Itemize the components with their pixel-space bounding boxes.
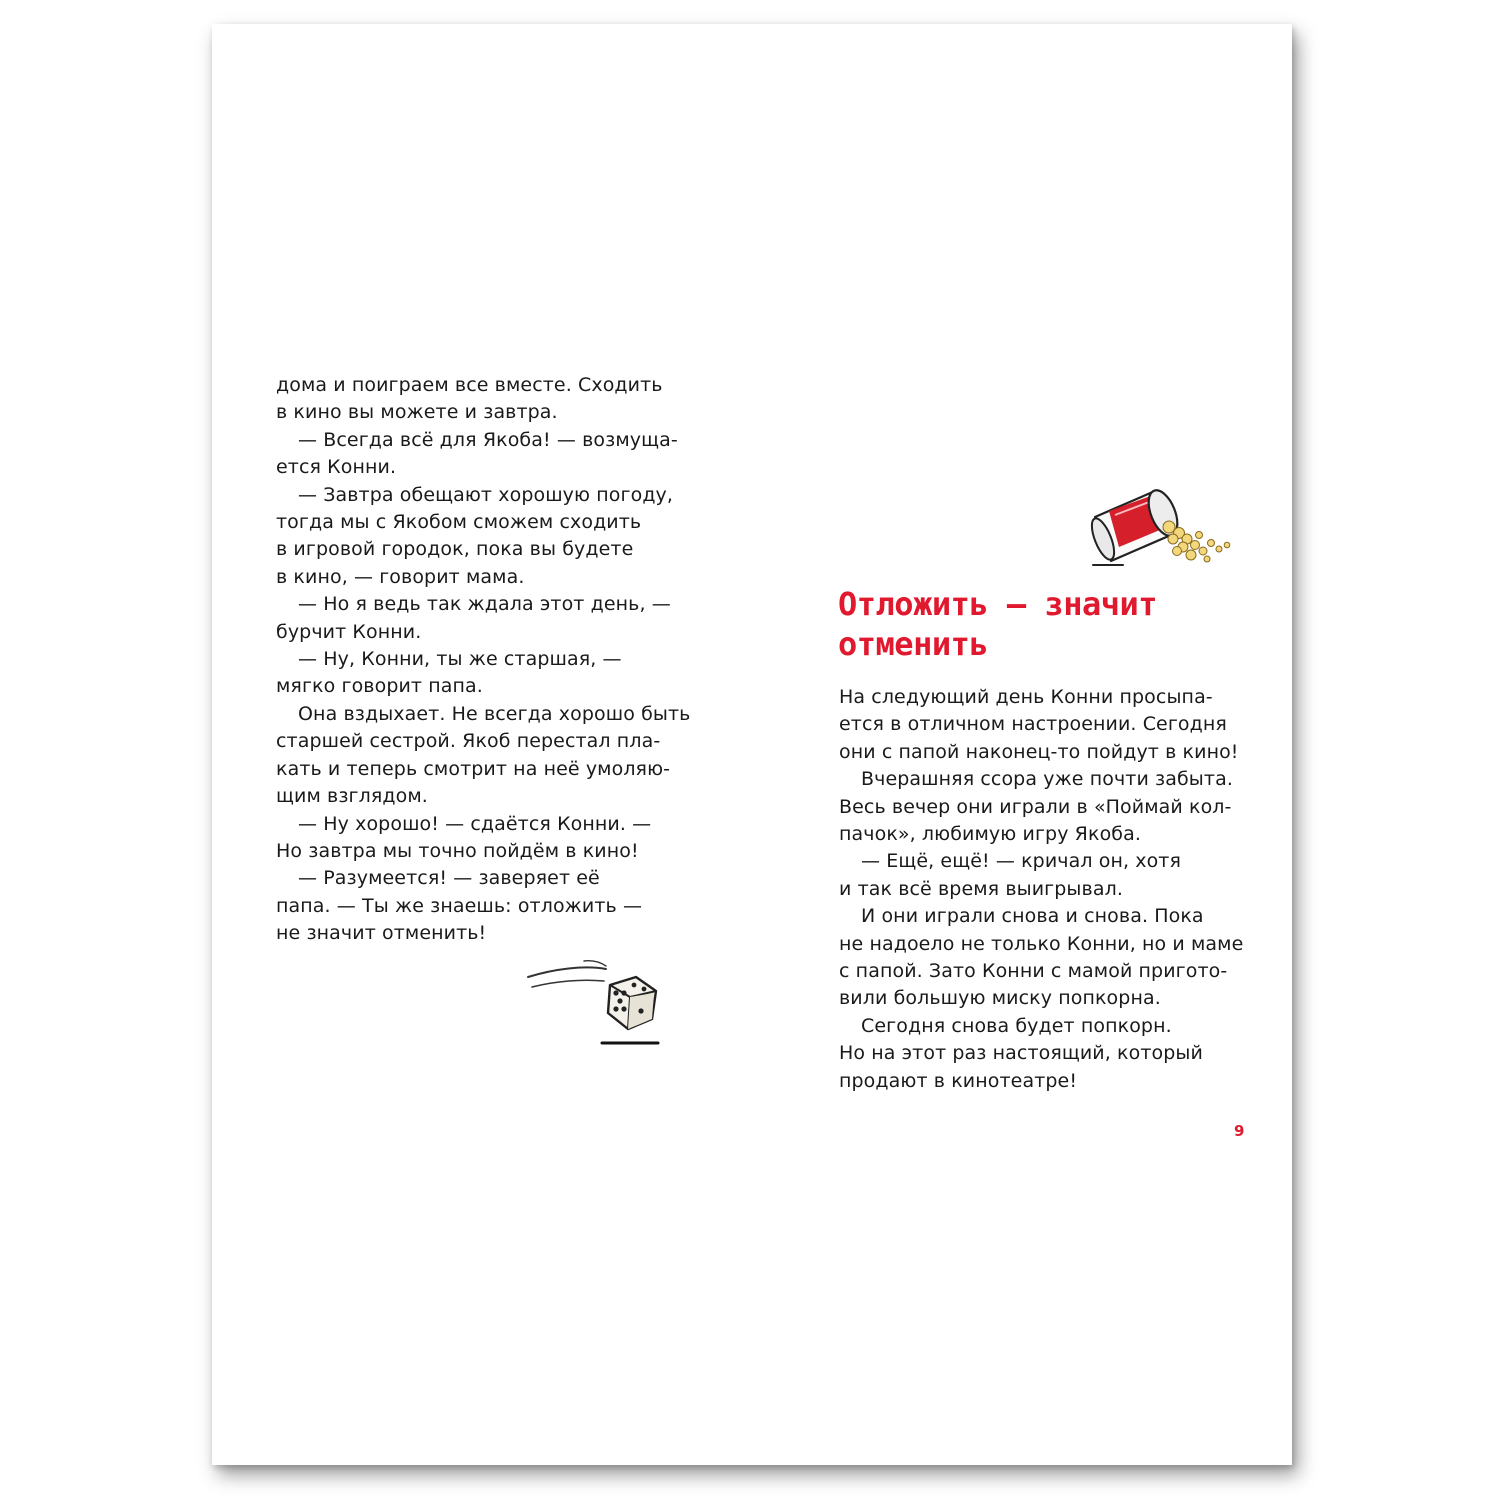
right-text-column [839, 684, 1259, 1095]
paragraph: дома и поиграем все вместе. Сходить в кино вы можете и завтра. [276, 374, 663, 424]
paragraph: Она вздыхает. Не всегда хорошо быть старшей сестрой. Якоб перестал пла- кать и теперь смотрит на неё умоляю- щим взглядом. [276, 702, 691, 808]
paragraph: На следующий день Конни просыпа- ется в отличном настроении. Сегодня они с папой наконец-то пойдут в кино! [839, 686, 1239, 763]
paragraph: — Ещё, ещё! — кричал он, хотя и так всё время выигрывал. [839, 850, 1182, 900]
paragraph: — Всегда всё для Якоба! — возмуща- ется Конни. [276, 428, 678, 479]
paragraph: — Но я ведь так ждала этот день, — бурчит Конни. [276, 593, 671, 643]
paragraph: — Завтра обещают хорошую погоду, тогда мы с Якобом сможем сходить в игровой городок, пока вы будете в кино, — говорит мама. [276, 483, 674, 588]
rolling-dice-icon [524, 957, 674, 1049]
page-number: 9 [1234, 1122, 1245, 1140]
paragraph: И они играли снова и снова. Пока не надоело не только Конни, но и маме с папой. Зато Конни с мамой пригото- вили большую миску попкорна. [839, 905, 1244, 1010]
spilled-popcorn-cup-icon [1087, 469, 1237, 584]
paragraph: Сегодня снова будет попкорн. Но на этот раз настоящий, который продают в кинотеатре! [839, 1014, 1203, 1092]
paragraph: — Ну хорошо! — сдаётся Конни. — Но завтра мы точно пойдём в кино! [276, 812, 652, 862]
left-text-column [276, 372, 696, 948]
book-page [212, 24, 1292, 1465]
paragraph: — Ну, Конни, ты же старшая, — мягко говорит папа. [276, 648, 622, 698]
paragraph: — Разумеется! — заверяет её папа. — Ты же знаешь: отложить — не значит отменить! [276, 867, 643, 945]
chapter-title: Отложить — значит отменить [838, 585, 1158, 663]
paragraph: Вчерашняя ссора уже почти забыта. Весь вечер они играли в «Поймай кол- пачок», любимую игру Якоба. [839, 768, 1233, 846]
